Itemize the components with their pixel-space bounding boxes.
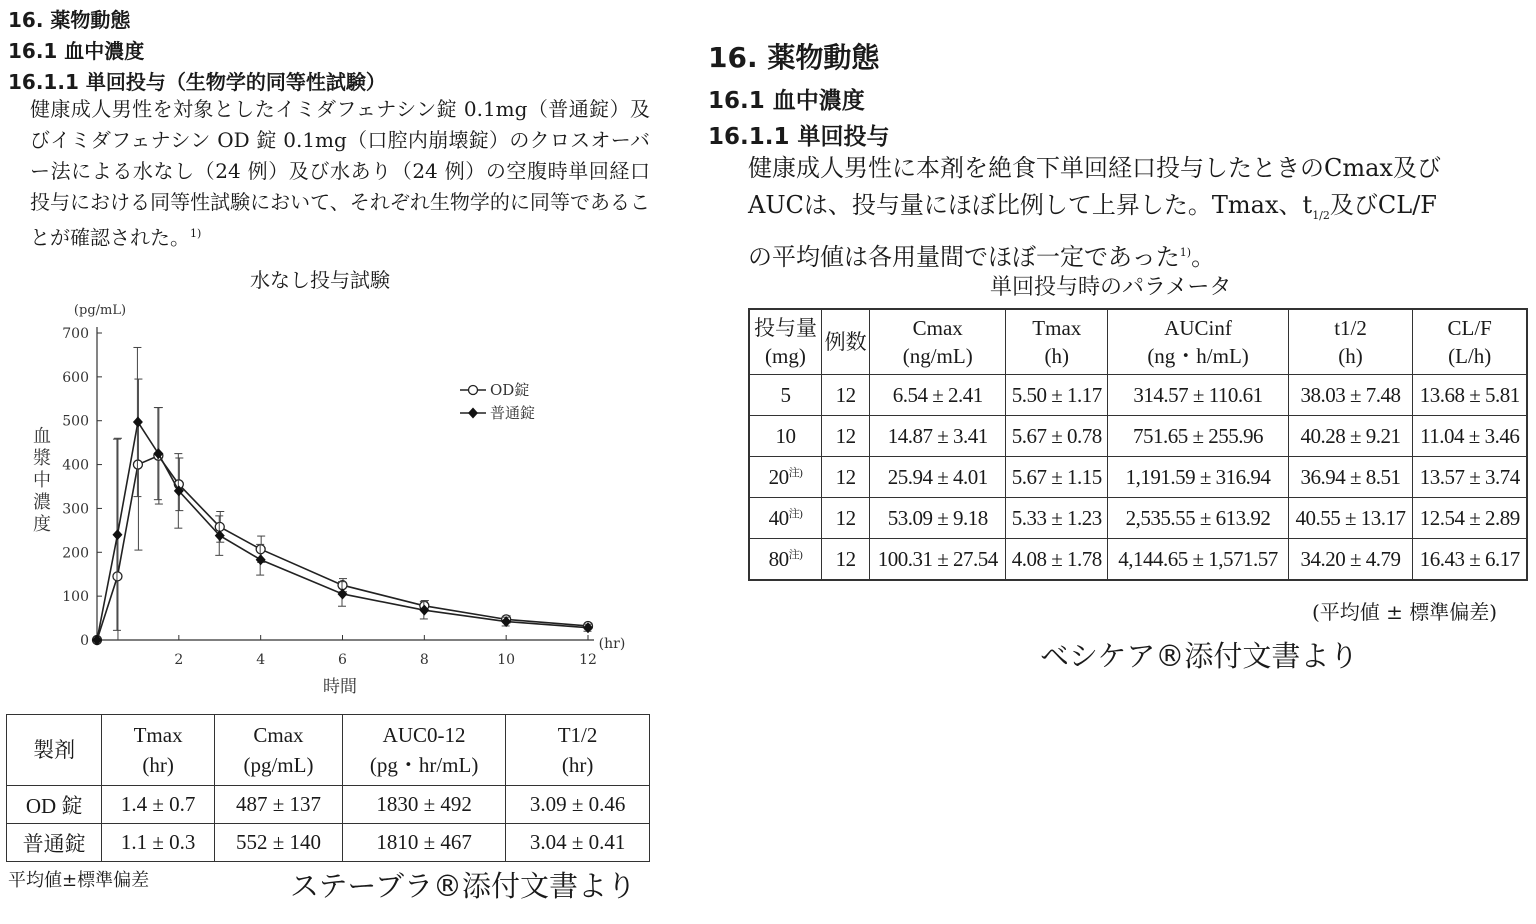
left-source-note: ステーブラ®添付文書より: [290, 869, 636, 903]
data-point: [92, 635, 102, 646]
table-cell: 11.04 ± 3.46: [1413, 416, 1527, 457]
table-cell: 13.57 ± 3.74: [1413, 457, 1527, 498]
table-cell: 13.68 ± 5.81: [1413, 375, 1527, 416]
y-unit-label: (pg/mL): [73, 303, 127, 318]
x-tick-label: 8: [419, 652, 429, 668]
table-cell: 552 ± 140: [214, 824, 342, 862]
dose-cell: $40^{注)}$: [749, 498, 821, 539]
column-header: Cmax (pg/mL): [214, 715, 342, 786]
table-row: [749, 498, 1527, 539]
right-table-title: 単回投与時のパラメータ: [990, 275, 1232, 300]
right-heading-2: 16.1 血中濃度: [708, 88, 865, 114]
table-cell: 25.94 ± 4.01: [870, 457, 1006, 498]
y-tick-label: 700: [62, 326, 89, 342]
x-axis-label: 時間: [323, 677, 357, 697]
y-axis-label-char: 血: [33, 426, 51, 447]
legend-marker: [469, 386, 478, 395]
column-header: CL/F (L/h): [1413, 309, 1527, 375]
column-header: Tmax (hr): [102, 715, 215, 786]
dose-cell: $80^{注)}$: [749, 539, 821, 581]
table-cell: 1810 ± 467: [343, 824, 506, 862]
table-cell: OD 錠: [7, 786, 102, 824]
column-header: t1/2 (h): [1288, 309, 1413, 375]
table-cell: 4,144.65 ± 1,571.57: [1108, 539, 1288, 581]
table-cell: 100.31 ± 27.54: [870, 539, 1006, 581]
column-header: 例数: [821, 309, 869, 375]
y-tick-label: 400: [62, 457, 89, 474]
left-paragraph: 健康成人男性を対象としたイミダフェナシン錠 0.1mg（普通錠）及びイミダフェナシン OD 錠 0.1mg（口腔内崩壊錠）のクロスオーバー法による水なし（24 例）及び水あり（24 例）の空腹時単回経口投与における同等性試験において、それぞれ生物学的に同等であることが確認された。$^{1)}$: [30, 97, 650, 250]
data-point: [256, 554, 266, 565]
legend-marker: [468, 408, 478, 419]
column-header: T1/2 (hr): [506, 715, 650, 786]
table-cell: 1.1 ± 0.3: [102, 824, 215, 862]
table-cell: 53.09 ± 9.18: [870, 498, 1006, 539]
x-tick-label: 6: [338, 652, 347, 668]
y-axis-label-char: 中: [33, 470, 51, 491]
concentration-chart: [0, 290, 650, 710]
left-pk-table: [6, 714, 650, 862]
series-line: [97, 422, 588, 640]
y-tick-label: 600: [62, 369, 89, 386]
left-heading-2: 16.1 血中濃度: [8, 39, 145, 63]
column-header: Cmax (ng/mL): [870, 309, 1006, 375]
right-footnote: (平均値 ± 標準偏差): [1312, 600, 1498, 624]
table-cell: 40.55 ± 13.17: [1288, 498, 1413, 539]
left-footnote: 平均値±標準偏差: [8, 870, 150, 891]
x-tick-label: 10: [497, 652, 516, 668]
y-axis-label-char: 度: [33, 514, 51, 535]
table-cell: 12: [821, 416, 869, 457]
y-tick-label: 100: [62, 589, 89, 606]
table-cell: 1,191.59 ± 316.94: [1108, 457, 1288, 498]
column-header: 製剤: [7, 715, 102, 786]
table-row: [749, 375, 1527, 416]
table-cell: 40.28 ± 9.21: [1288, 416, 1413, 457]
table-cell: 3.09 ± 0.46: [506, 786, 650, 824]
table-row: [749, 457, 1527, 498]
dose-cell: 10: [749, 416, 821, 457]
dose-cell: $20^{注)}$: [749, 457, 821, 498]
y-axis-label-char: 漿: [33, 448, 51, 469]
table-cell: 5.50 ± 1.17: [1006, 375, 1108, 416]
table-cell: 751.65 ± 255.96: [1108, 416, 1288, 457]
table-cell: 3.04 ± 0.41: [506, 824, 650, 862]
data-point: [133, 417, 143, 428]
table-row: [7, 786, 650, 824]
table-cell: 36.94 ± 8.51: [1288, 457, 1413, 498]
right-heading-3: 16.1.1 単回投与: [708, 124, 890, 150]
right-pk-table: [748, 308, 1528, 581]
right-paragraph: 健康成人男性に本剤を絶食下単回経口投与したときのCmax及び AUCは、投与量にほぼ比例して上昇した。Tmax、$t_{1/2}$及びCL/F の平均値は各用量間でほぼ一定であった$^{1)}$。: [748, 154, 1441, 271]
series-line: [97, 456, 588, 640]
left-heading-3: 16.1.1 単回投与（生物学的同等性試験）: [8, 70, 386, 94]
y-tick-label: 300: [62, 501, 89, 518]
table-cell: 12: [821, 539, 869, 581]
right-heading-1: 16. 薬物動態: [708, 41, 880, 74]
table-cell: 6.54 ± 2.41: [870, 375, 1006, 416]
table-cell: 314.57 ± 110.61: [1108, 375, 1288, 416]
table-cell: 1830 ± 492: [343, 786, 506, 824]
table-cell: 12: [821, 457, 869, 498]
table-cell: 普通錠: [7, 824, 102, 862]
right-source-note: ベシケア®添付文書より: [1040, 639, 1359, 673]
column-header: Tmax (h): [1006, 309, 1108, 375]
table-cell: 12.54 ± 2.89: [1413, 498, 1527, 539]
column-header: AUCinf (ng・h/mL): [1108, 309, 1288, 375]
column-header: 投与量 (mg): [749, 309, 821, 375]
x-tick-label: 12: [579, 652, 597, 668]
table-cell: 38.03 ± 7.48: [1288, 375, 1413, 416]
data-point: [112, 529, 122, 540]
table-cell: 12: [821, 375, 869, 416]
table-cell: 2,535.55 ± 613.92: [1108, 498, 1288, 539]
table-cell: 487 ± 137: [214, 786, 342, 824]
table-row: [749, 539, 1527, 581]
legend-label: 普通錠: [490, 404, 536, 422]
chart-title: 水なし投与試験: [250, 268, 390, 292]
table-cell: 5.33 ± 1.23: [1006, 498, 1108, 539]
table-row: [749, 416, 1527, 457]
table-row: [7, 824, 650, 862]
table-cell: 1.4 ± 0.7: [102, 786, 215, 824]
x-unit-label: (hr): [598, 636, 626, 652]
data-point: [338, 588, 348, 599]
table-cell: 12: [821, 498, 869, 539]
table-cell: 14.87 ± 3.41: [870, 416, 1006, 457]
x-tick-label: 4: [256, 652, 266, 668]
table-cell: 34.20 ± 4.79: [1288, 539, 1413, 581]
left-heading-1: 16. 薬物動態: [8, 8, 131, 32]
table-cell: 5.67 ± 0.78: [1006, 416, 1108, 457]
y-tick-label: 500: [62, 413, 89, 430]
table-cell: 5.67 ± 1.15: [1006, 457, 1108, 498]
y-tick-label: 200: [62, 545, 89, 562]
table-cell: 4.08 ± 1.78: [1006, 539, 1108, 581]
legend-label: OD錠: [490, 381, 530, 399]
column-header: AUC0-12 (pg・hr/mL): [343, 715, 506, 786]
y-axis-label-char: 濃: [33, 492, 51, 513]
dose-cell: 5: [749, 375, 821, 416]
x-tick-label: 2: [174, 652, 184, 668]
table-cell: 16.43 ± 6.17: [1413, 539, 1527, 581]
y-tick-label: 0: [80, 633, 89, 649]
